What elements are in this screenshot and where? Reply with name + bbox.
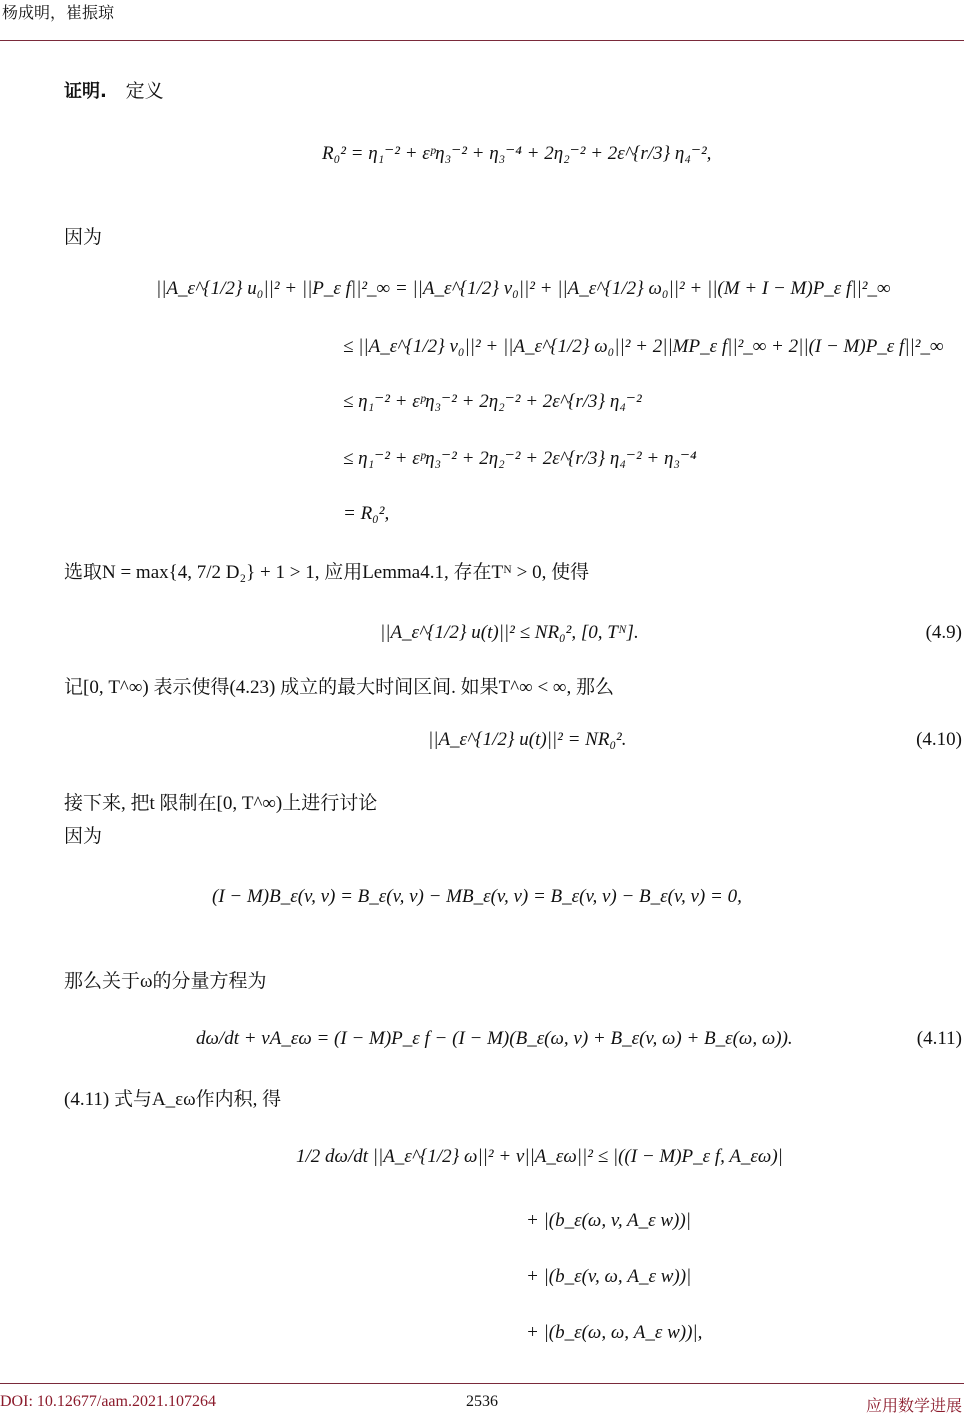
next-text: 接下来, 把t 限制在[0, T^∞)上进行讨论 [64, 793, 378, 814]
eq-4-10: ||A_ε^{1/2} u(t)||² = NR₀². [428, 729, 627, 750]
final-line-3: + |(b_ε(v, ω, A_ε w))| [526, 1266, 692, 1287]
ineq-line-3: ≤ η₁⁻² + εᵖη₃⁻² + 2η₂⁻² + 2ε^{r/3} η₄⁻² [343, 391, 642, 412]
denote-text: 记[0, T^∞) 表示使得(4.23) 成立的最大时间区间. 如果T^∞ < ∞, 那么 [64, 677, 614, 698]
footer-page-number: 2536 [466, 1393, 498, 1410]
then-text: 那么关于ω的分量方程为 [64, 971, 267, 992]
ineq-line-2: ≤ ||A_ε^{1/2} v₀||² + ||A_ε^{1/2} ω₀||² + 2||MP_ε f||²_∞ + 2||(I − M)P_ε f||²_∞ [343, 336, 944, 357]
eq-number-4-9: (4.9) [925, 622, 962, 643]
eq-R0: R₀² = η₁⁻² + εᵖη₃⁻² + η₃⁻⁴ + 2η₂⁻² + 2ε^{r/3} η₄⁻², [322, 143, 712, 164]
footer-rule [0, 1383, 964, 1384]
eq-4-11: dω/dt + νA_εω = (I − M)P_ε f − (I − M)(B_ε(ω, v) + B_ε(v, ω) + B_ε(ω, ω)). [196, 1028, 793, 1049]
eq-number-4-10: (4.10) [916, 729, 962, 750]
ineq-line-1: ||A_ε^{1/2} u₀||² + ||P_ε f||²_∞ = ||A_ε^{1/2} v₀||² + ||A_ε^{1/2} ω₀||² + ||(M + I − M)P_ε f||²_∞ [156, 278, 891, 299]
choose-text: 选取N = max{4, 7/2 D₂} + 1 > 1, 应用Lemma4.1, 存在Tᴺ > 0, 使得 [64, 562, 590, 583]
eq-number-4-11: (4.11) [916, 1028, 962, 1049]
running-header: 杨成明，崔振琼 [2, 5, 115, 22]
header-rule [0, 40, 964, 41]
inner-product-text: (4.11) 式与A_εω作内积, 得 [64, 1089, 282, 1110]
because-2: 因为 [64, 826, 103, 847]
define-text: 定义 [125, 81, 164, 102]
proof-label: 证明. [64, 81, 107, 102]
final-line-1: 1/2 dω/dt ||A_ε^{1/2} ω||² + ν||A_εω||² ≤ |((I − M)P_ε f, A_εω)| [296, 1146, 783, 1167]
ineq-line-4: ≤ η₁⁻² + εᵖη₃⁻² + 2η₂⁻² + 2ε^{r/3} η₄⁻² + η₃⁻⁴ [343, 448, 697, 469]
because-1: 因为 [64, 227, 103, 248]
footer-journal[interactable]: 应用数学进展 [865, 1398, 962, 1415]
proof-heading [64, 76, 164, 103]
eq-B: (I − M)B_ε(v, v) = B_ε(v, v) − MB_ε(v, v) = B_ε(v, v) − B_ε(v, v) = 0, [212, 886, 742, 907]
footer-doi[interactable]: DOI: 10.12677/aam.2021.107264 [0, 1393, 216, 1410]
final-line-4: + |(b_ε(ω, ω, A_ε w))|, [526, 1322, 703, 1343]
final-line-2: + |(b_ε(ω, v, A_ε w))| [526, 1210, 691, 1231]
ineq-line-5: = R₀², [343, 503, 390, 524]
eq-4-9: ||A_ε^{1/2} u(t)||² ≤ NR₀², [0, Tᴺ]. [380, 622, 639, 643]
